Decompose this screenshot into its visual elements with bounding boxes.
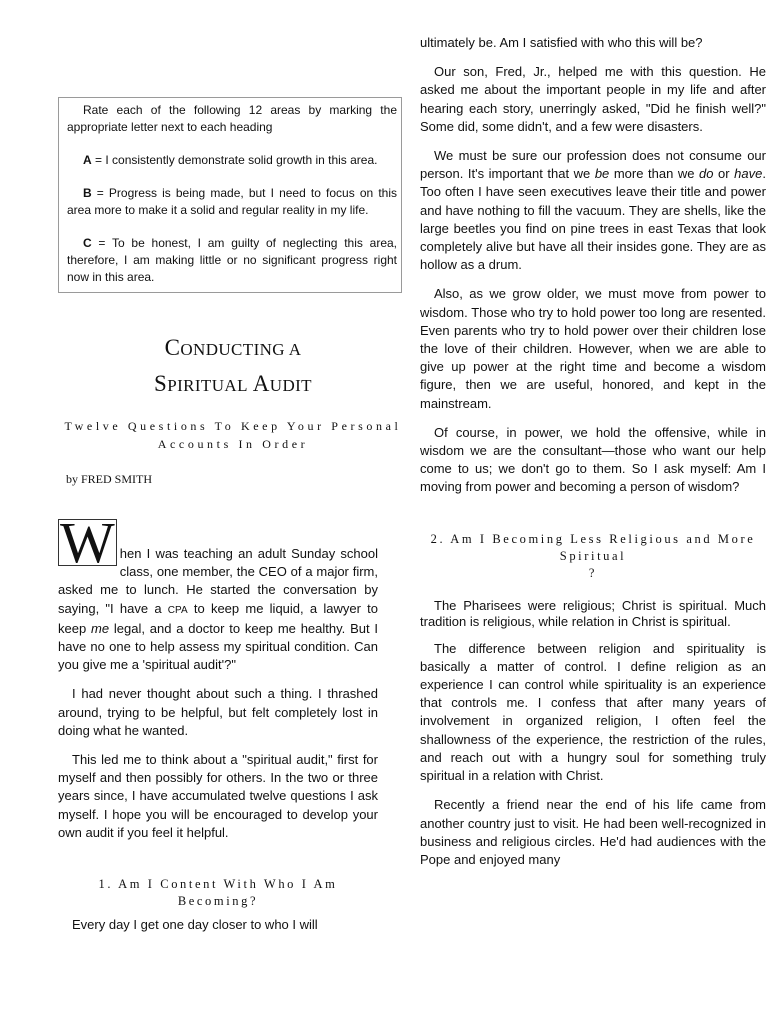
body-paragraph: Every day I get one day closer to who I will	[72, 917, 318, 933]
rating-b-letter: B	[83, 186, 92, 200]
text-span: or	[713, 166, 735, 182]
body-paragraph: Recently a friend near the end of his life came from another country just to visit. He had been well-recognized in business and religious circles. He'd had audiences with the Pope and enjoyed many	[420, 797, 766, 867]
title-rest-1: ONDUCTING A	[180, 340, 302, 359]
section-heading-2	[420, 531, 766, 582]
rating-a-text: = I consistently demonstrate solid growth in this area.	[91, 153, 378, 167]
body-paragraph: ultimately be. Am I satisfied with who this will be?	[420, 35, 703, 50]
text-span: more than we	[609, 166, 700, 182]
section-heading-1: 1. Am I Content With Who I Am Becoming?	[98, 877, 338, 909]
article-title-line2	[58, 366, 408, 404]
emphasis: do	[699, 166, 714, 182]
rating-c-letter: C	[83, 236, 92, 250]
right-body	[420, 34, 766, 869]
body-paragraph: The difference between religion and spirituality is basically a matter of control. I define religion as an experience I can control while spirituality is an experience that controls me. I confess that after many years of involvement in organized religion, I often feel the shallowness of the experience, the restriction of the rules, and reach out with a hungry soul for something truly spiritual in a relation with Christ.	[420, 640, 766, 784]
title-rest-3: UDIT	[269, 376, 312, 395]
emphasis: have	[734, 166, 763, 182]
rating-intro: Rate each of the following 12 areas by marking the appropriate letter next to each heading	[67, 103, 397, 134]
text-span: hen I was teaching an adult Sunday school class, one member, the CEO of a major firm, asked me to lunch. He started the conversation by saying, "I have a	[58, 546, 378, 616]
article-subtitle: Twelve Questions To Keep Your Personal Accounts In Order	[64, 419, 402, 451]
body-paragraph: Also, as we grow older, we must move from power to wisdom. Those who try to hold power too long are resented. Even parents who try to hold power over their children lose the love of their children. However, when we are able to give up power at the right time and become a wisdom figure, then we are useful, honored, and kept in the mainstream.	[420, 286, 766, 411]
title-initial-c: C	[164, 335, 181, 360]
title-rest-2: PIRITUAL	[167, 376, 248, 395]
rating-a-letter: A	[83, 153, 92, 167]
body-paragraph: Of course, in power, we hold the offensive, while in wisdom we are the consultant—those who want our help come to us; we don't go to them. So I ask myself: Am I moving from power and becoming a person of wisdom?	[420, 424, 766, 495]
rating-a	[59, 152, 401, 169]
rating-b-text: = Progress is being made, but I need to focus on this area more to make it a solid and regular reality in my life.	[67, 186, 397, 217]
rating-c	[59, 235, 401, 286]
emphasis: me	[91, 620, 110, 636]
body-paragraph: Our son, Fred, Jr., helped me with this question. He asked me about the important people in my life and after hearing each story, unerringly asked, "Did he finish well?" Some did, some didn't, and a few were disasters.	[420, 64, 766, 134]
cpa-smallcaps: CPA	[167, 604, 188, 616]
byline: by FRED SMITH	[66, 472, 153, 486]
body-paragraph: The Pharisees were religious; Christ is spiritual. Much tradition is religious, while relation in Christ is spiritual.	[420, 597, 766, 629]
body-paragraph: I had never thought about such a thing. I thrashed around, trying to be helpful, but felt completely lost in doing what he wanted.	[58, 686, 378, 738]
text-span: . Too often I have seen executives leave their title and power and have nothing to fill the vacuum. They are shells, like the large beetles you find on pine trees in east Texas that look completely alive but have all their insides gone. They are as hollow as a drum.	[420, 166, 766, 273]
body-paragraph	[58, 510, 378, 674]
emphasis: be	[594, 166, 610, 182]
body-paragraph	[420, 147, 766, 274]
rating-c-text: = To be honest, I am guilty of neglecting this area, therefore, I am making little or no significant progress right now in this area.	[67, 236, 397, 284]
text-span: legal, and a doctor to keep me healthy. But I have no one to help assess my spiritual condition. Can you give me a 'spiritual audit'?"	[58, 620, 378, 673]
text-span: to keep me liquid, a lawyer to keep	[58, 600, 378, 636]
text-span: We must be sure our profession does not consume our person. It's important that we	[420, 148, 766, 182]
title-initial-a: A	[252, 371, 270, 396]
rating-instructions-box	[58, 97, 402, 293]
article-title-line1	[58, 330, 408, 368]
body-paragraph: This led me to think about a "spiritual audit," first for myself and then possibly for others. In the two or three years since, I have accumulated twelve questions I ask myself. I hope you will be encouraged to develop your own audit if you feel it helpful.	[58, 752, 378, 840]
title-initial-s: S	[154, 371, 168, 396]
left-body	[58, 510, 378, 934]
heading-qmark: ?	[588, 565, 598, 580]
rating-b	[59, 185, 401, 219]
dropcap-w: W	[60, 510, 115, 575]
heading-text: 2. Am I Becoming Less Religious and More Spiritual	[430, 531, 756, 563]
